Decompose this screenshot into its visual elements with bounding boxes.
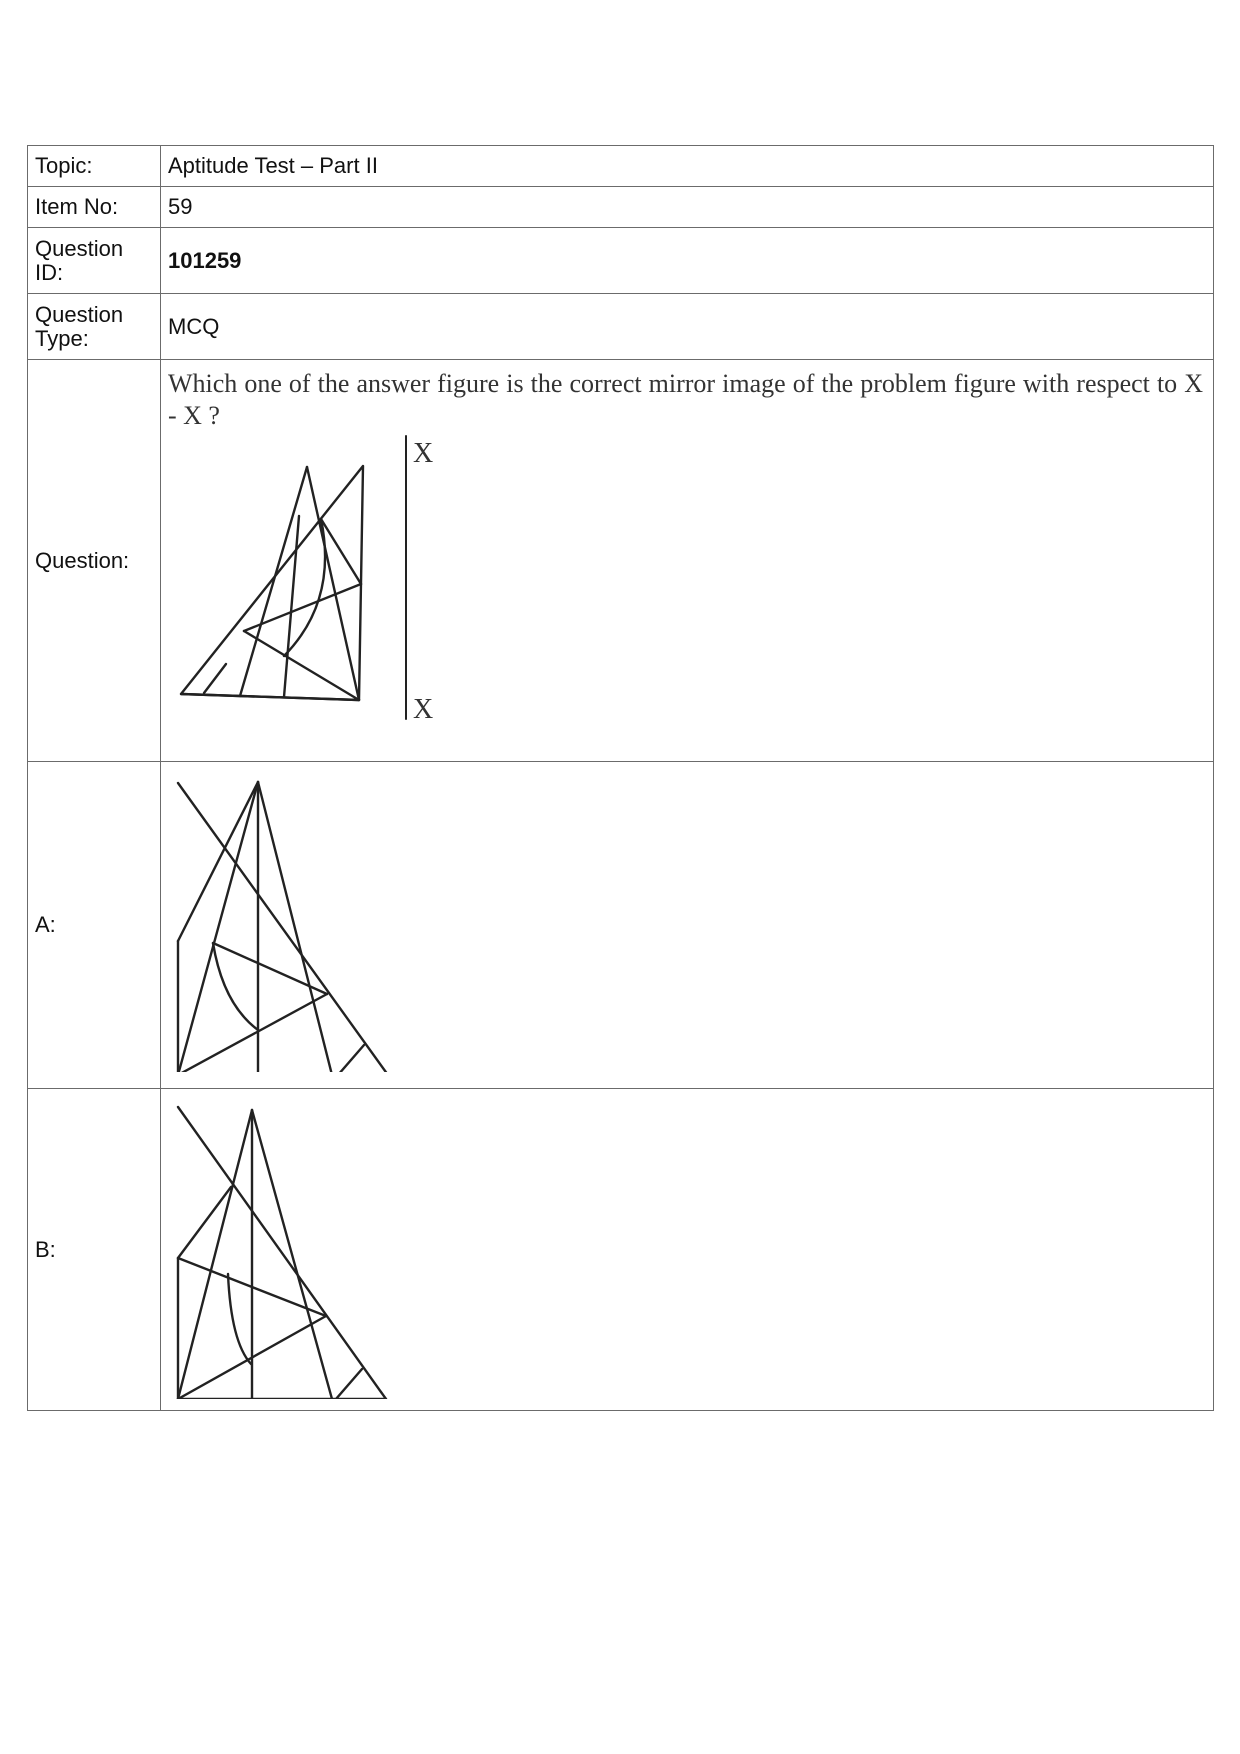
figure-line (252, 1110, 332, 1399)
axis-label-bottom: X (413, 694, 434, 725)
item-no-value: 59 (161, 187, 1214, 228)
question-label: Question: (28, 360, 161, 762)
problem-line (244, 584, 361, 631)
option-a-figure (161, 762, 401, 1072)
option-a-label: A: (28, 762, 161, 1089)
question-type-value: MCQ (161, 294, 1214, 360)
figure-line (336, 1369, 362, 1399)
problem-line (244, 631, 359, 700)
topic-label: Topic: (28, 146, 161, 187)
option-a-row (28, 762, 1214, 1089)
topic-value: Aptitude Test – Part II (161, 146, 1214, 187)
option-b-figure (161, 1089, 401, 1399)
problem-line (204, 664, 226, 693)
option-a-cell (161, 762, 1214, 1089)
question-type-label: Question Type: (28, 294, 161, 360)
figure-line (258, 782, 332, 1072)
figure-line (178, 782, 258, 941)
option-b-cell (161, 1089, 1214, 1411)
question-id-value: 101259 (161, 228, 1214, 294)
option-b-label: B: (28, 1089, 161, 1411)
figure-arc (213, 943, 258, 1030)
question-sheet (27, 145, 1214, 1411)
axis-label-top: X (413, 438, 434, 469)
figure-line (178, 1107, 386, 1399)
figure-line (338, 1045, 364, 1072)
item-no-label: Item No: (28, 187, 161, 228)
question-id-label: Question ID: (28, 228, 161, 294)
question-type-row (28, 294, 1214, 360)
figure-line (178, 783, 388, 1072)
question-text: Which one of the answer figure is the correct mirror image of the problem figure with respect to X - X ? (168, 369, 1203, 430)
figure-arc (228, 1274, 251, 1364)
question-row (28, 360, 1214, 762)
item-no-row (28, 187, 1214, 228)
problem-line (181, 694, 359, 700)
problem-figure (173, 426, 473, 746)
topic-row (28, 146, 1214, 187)
figure-line (178, 994, 327, 1072)
figure-line (178, 1110, 252, 1399)
figure-line (213, 943, 327, 994)
figure-line (178, 782, 258, 1072)
problem-line (284, 516, 299, 697)
question-cell (161, 360, 1214, 762)
option-b-row (28, 1089, 1214, 1411)
question-id-row (28, 228, 1214, 294)
